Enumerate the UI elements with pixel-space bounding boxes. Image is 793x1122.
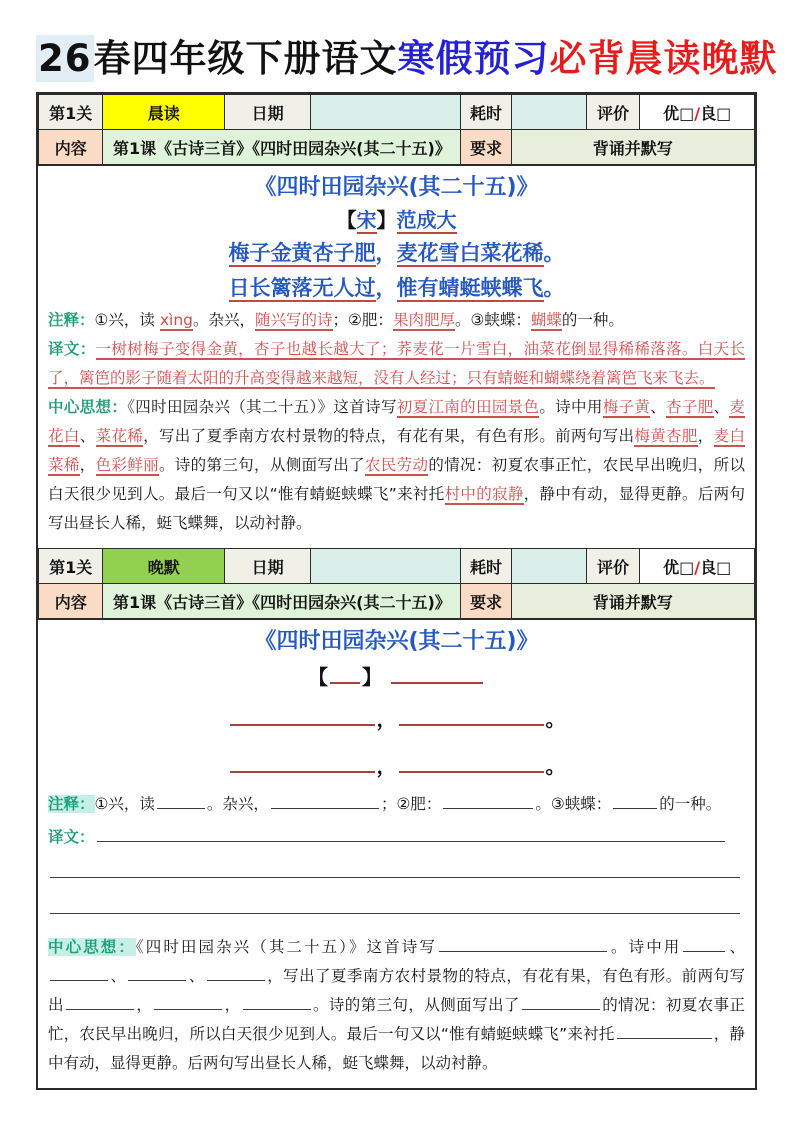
level-cell: 第1关 [39, 549, 103, 584]
notes-blank-paragraph [48, 790, 745, 819]
eval-checkboxes: 优□/良□ [640, 95, 755, 130]
notes-blanks: ①兴，读 。杂兴， ；②肥： 。③蛱蝶： 的一种。 [94, 795, 722, 813]
requirement-label-cell: 要求 [461, 584, 511, 619]
translation-text: 一树树梅子变得金黄，杏子也越长越大了；荞麦花一片雪白，油菜花倒显得稀稀落落。白天长了，篱笆的影子随着太阳的升高变得越来越短，没有人经过；只有蜻蜓和蝴蝶绕着篱笆飞来飞去。 [48, 340, 745, 387]
theme-blank-paragraph [48, 933, 745, 1078]
date-label-cell: 日期 [225, 95, 311, 130]
eval-label-cell: 评价 [586, 549, 640, 584]
translation-blank [95, 828, 727, 846]
theme-label: 中心思想： [48, 398, 128, 416]
translation-blank-line [48, 891, 745, 927]
date-label-cell: 日期 [225, 549, 311, 584]
evening-dictation-section [38, 619, 755, 1088]
date-value-cell [311, 549, 461, 584]
table-row [39, 95, 755, 130]
time-label-cell: 耗时 [461, 549, 511, 584]
poem-author-blank: 【 】 [48, 658, 745, 696]
theme-label: 中心思想： [48, 938, 136, 956]
table-row [39, 130, 755, 165]
time-value-cell [511, 95, 586, 130]
content-label-cell: 内容 [39, 584, 103, 619]
time-label-cell: 耗时 [461, 95, 511, 130]
requirement-value-cell: 背诵并默写 [511, 584, 754, 619]
table-row [39, 584, 755, 619]
time-value-cell [511, 549, 586, 584]
poem-title: 《四时田园杂兴(其二十五)》 [254, 629, 539, 654]
notes-label: 注释： [48, 311, 95, 329]
morning-header-table [38, 94, 755, 165]
theme-text: 《四时田园杂兴（其二十五）》这首诗写初夏江南的田园景色。诗中用梅子黄、杏子肥、麦花白、菜花稀，写出了夏季南方农村景物的特点，有花有果，有色有形。前两句写出梅黄杏肥，麦白菜稀，色彩鲜丽。诗的第三句，从侧面写出了农民劳动的情况：初夏农事正忙，农民早出晚归，所以白天很少见到人。最后一句又以“惟有蜻蜓蛱蝶飞”来衬托村中的寂静，静中有动，显得更静。后两句写出昼长人稀，蜓飞蝶舞，以动衬静。 [48, 398, 745, 532]
content-label-cell: 内容 [39, 130, 103, 165]
evening-header-table [38, 548, 755, 619]
theme-blanks: 《四时田园杂兴（其二十五）》这首诗写 。诗中用 、、 、 ，写出了夏季南方农村景物的特点，有花有果，有色有形。前两句写出 ， ， 。诗的第三句，从侧面写出了 的情况：初夏农事正忙，农民早出晚归，所以白天很少见到人。最后一句又以“惟有蜻蜓蛱蝶飞”来衬托 ，静中有动，显得更静。后两句写出昼长人稀，蜓飞蝶舞，以动衬静。 [48, 938, 745, 1072]
table-row [39, 549, 755, 584]
mode-cell-evening: 晚默 [103, 549, 225, 584]
poem-title: 《四时田园杂兴(其二十五)》 [254, 175, 539, 200]
requirement-value-cell: 背诵并默写 [511, 130, 754, 165]
title-highlight: 26 [38, 37, 92, 80]
translation-blank-line [48, 855, 745, 891]
poem-line-1: 梅子金黄杏子肥，麦花雪白菜花稀。 [228, 241, 565, 265]
title-black: 春四年级下册语文 [93, 37, 398, 80]
translation-label: 译文： [48, 828, 95, 846]
title-red: 必背晨读晚默 [549, 37, 778, 80]
theme-paragraph [48, 393, 745, 538]
poem-line-2-blank: ， 。 [48, 743, 745, 790]
content-value-cell: 第1课《古诗三首》《四时田园杂兴(其二十五)》 [103, 130, 461, 165]
notes-label: 注释： [48, 795, 95, 813]
poem-line-1-blank: ， 。 [48, 696, 745, 743]
notes-paragraph [48, 306, 745, 335]
title-blue: 寒假预习 [397, 37, 550, 80]
translation-label: 译文： [48, 340, 96, 358]
eval-label-cell: 评价 [586, 95, 640, 130]
morning-reading-section [38, 165, 755, 548]
notes-text: ①兴，读 xìng。杂兴，随兴写的诗；②肥：果肉肥厚。③蛱蝶：蝴蝶的一种。 [94, 311, 624, 329]
level-cell: 第1关 [39, 95, 103, 130]
translation-paragraph [48, 335, 745, 393]
mode-cell-morning: 晨读 [103, 95, 225, 130]
requirement-label-cell: 要求 [461, 130, 511, 165]
translation-blank-line [48, 819, 745, 855]
date-value-cell [311, 95, 461, 130]
poem-line-2: 日长篱落无人过，惟有蜻蜓蛱蝶飞。 [228, 276, 565, 300]
content-value-cell: 第1课《古诗三首》《四时田园杂兴(其二十五)》 [103, 584, 461, 619]
worksheet-frame [36, 92, 757, 1090]
page-title [36, 28, 778, 82]
eval-checkboxes: 优□/良□ [640, 549, 755, 584]
poem-author: 【宋】范成大 [336, 208, 457, 232]
